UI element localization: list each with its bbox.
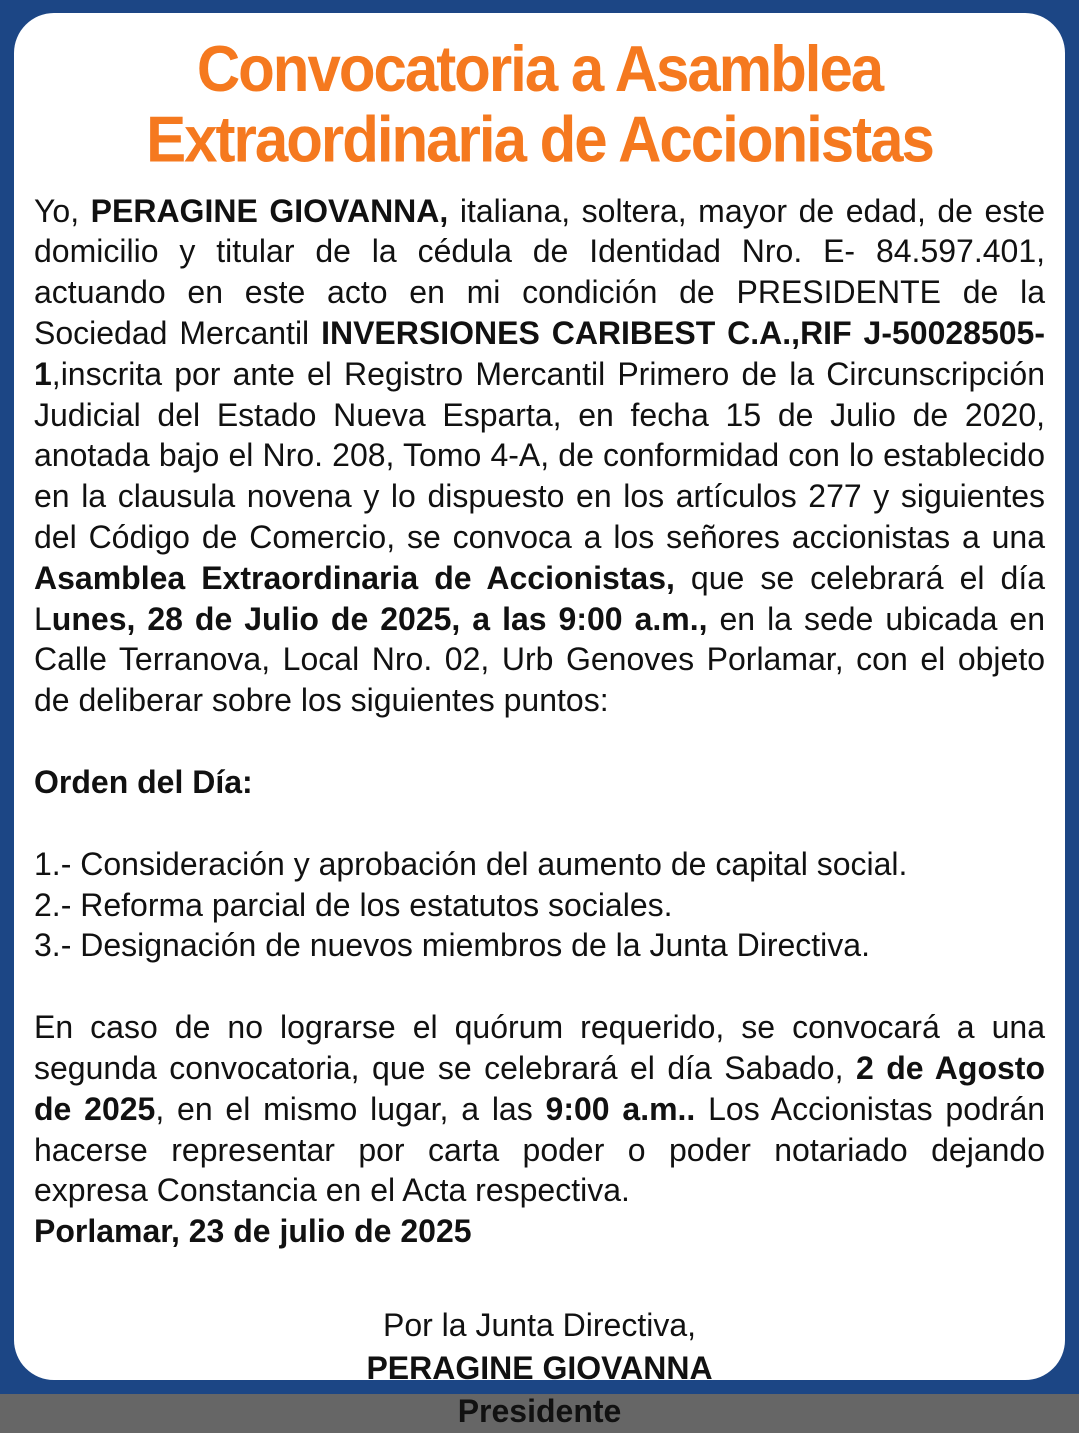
agenda-list — [34, 844, 1045, 966]
blank-line — [34, 803, 1045, 844]
blank-line — [34, 721, 1045, 762]
blank-line — [34, 966, 1045, 1007]
agenda-item-1: 1.- Consideración y aprobación del aumento de capital social. — [34, 845, 908, 882]
signature-role: Presidente — [457, 1393, 622, 1430]
page-title-line2: Extraordinaria de Accionistas — [146, 102, 933, 176]
page-title — [34, 32, 1045, 176]
document-body — [34, 191, 1045, 1433]
signature-block — [34, 1304, 1045, 1433]
page-title-line1: Convocatoria a Asamblea — [196, 32, 883, 106]
agenda-item-2: 2.- Reforma parcial de los estatutos sociales. — [34, 886, 673, 923]
agenda-heading: Orden del Día: — [34, 763, 253, 800]
second-call-paragraph: En caso de no lograrse el quórum requerido, se convocará a una segunda convocatoria, que se celebrará el día Sabado, 2 de Agosto de 2025, en el mismo lugar, a las 9:00 a.m.. Los Accionistas podrán hacerse representar por carta poder o poder notariado dejando expresa Constancia en el Acta respectiva. — [34, 1009, 1046, 1209]
signature-byline: Por la Junta Directiva, — [382, 1306, 696, 1343]
document-sheet — [14, 13, 1065, 1430]
intro-paragraph: Yo, PERAGINE GIOVANNA, italiana, soltera, mayor de edad, de este domicilio y titular de la cédula de Identidad Nro. E- 84.597.401, actuando en este acto en mi condición de PRESIDENTE de la Sociedad Mercantil INVERSIONES CARIBEST C.A.,RIF J-50028505-1,inscrita por ante el Registro Mercantil Primero de la Circunscripción Judicial del Estado Nueva Esparta, en fecha 15 de Julio de 2020, anotada bajo el Nro. 208, Tomo 4-A, de conformidad con lo establecido en la clausula novena y lo dispuesto en los artículos 277 y siguientes del Código de Comercio, se convoca a los señores accionistas a una Asamblea Extraordinaria de Accionistas, que se celebrará el día Lunes, 28 de Julio de 2025, a las 9:00 a.m., en la sede ubicada en Calle Terranova, Local Nro. 02, Urb Genoves Porlamar, con el objeto de deliberar sobre los siguientes puntos: — [34, 192, 1046, 719]
agenda-item-3: 3.- Designación de nuevos miembros de la Junta Directiva. — [34, 927, 870, 964]
signature-name: PERAGINE GIOVANNA — [366, 1350, 713, 1387]
date-line: Porlamar, 23 de julio de 2025 — [34, 1213, 472, 1250]
